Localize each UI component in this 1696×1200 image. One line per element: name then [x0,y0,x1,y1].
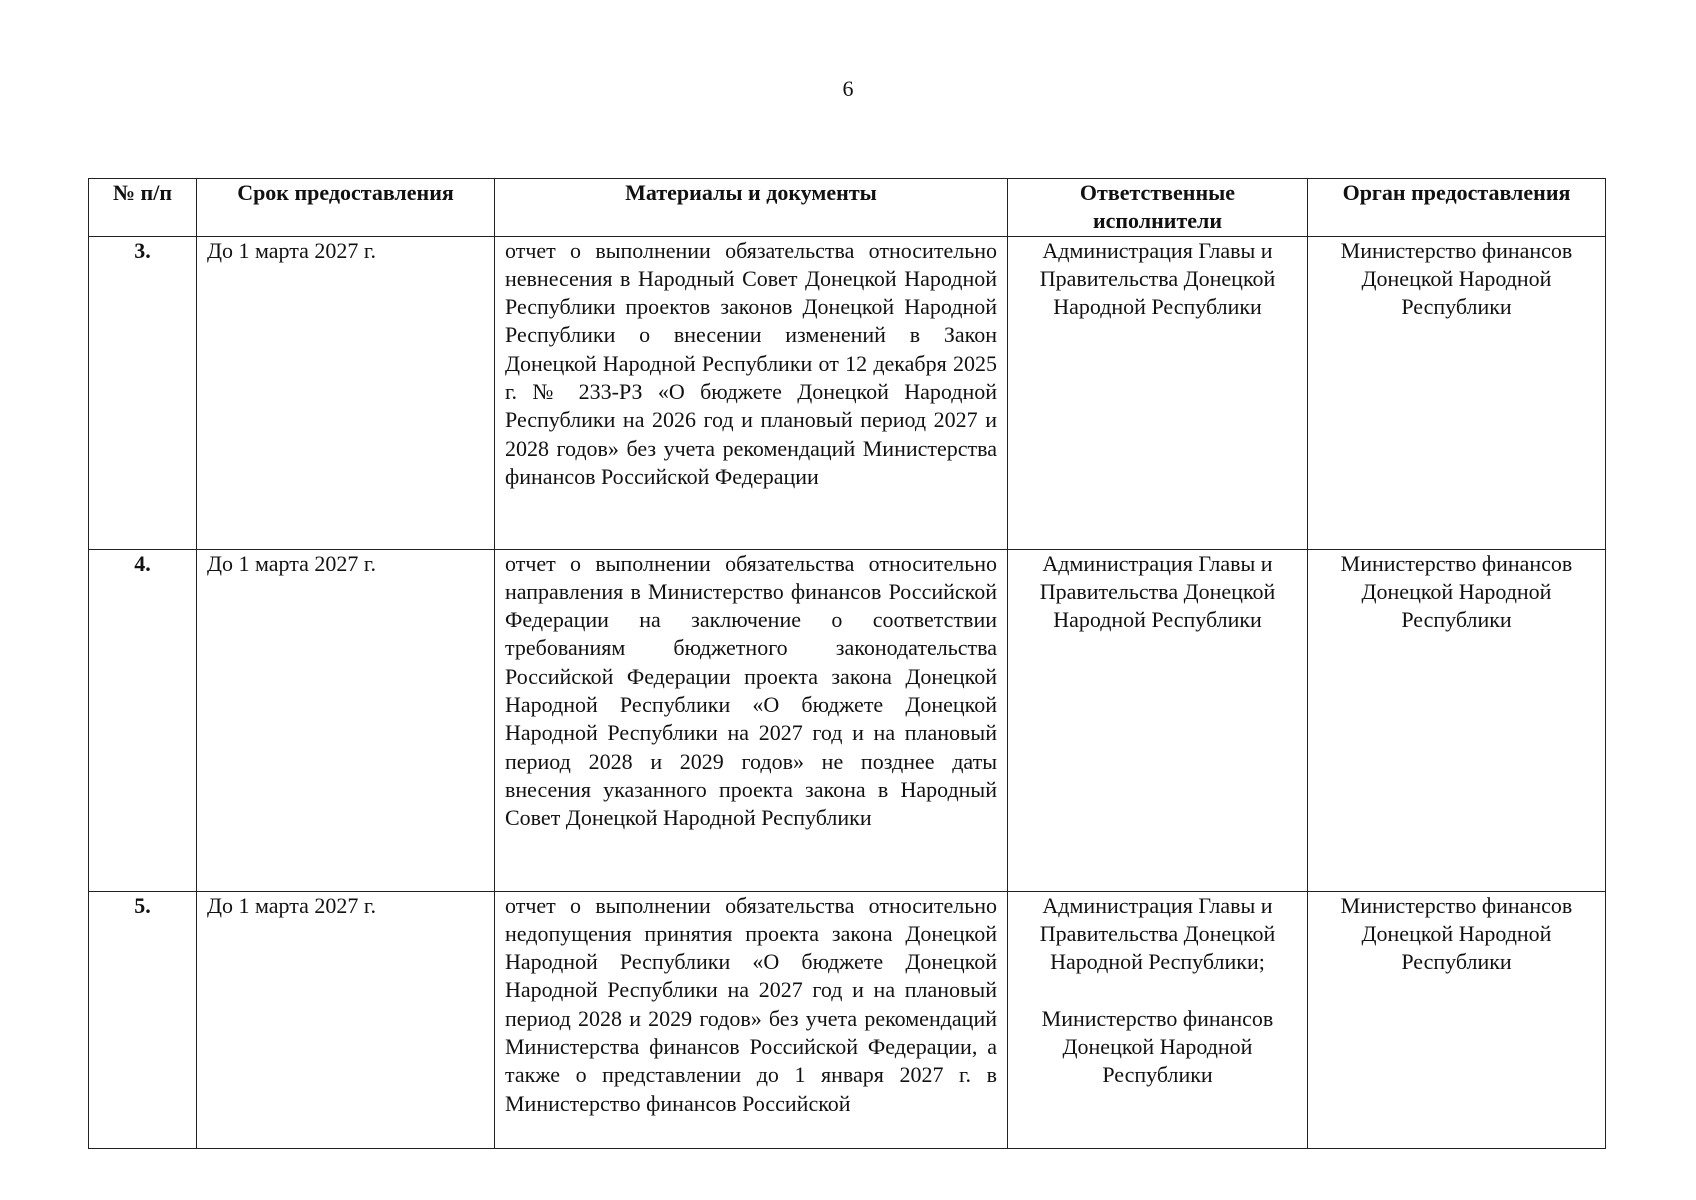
row-organ: Министерство финансов Донецкой Народной Республики [1308,236,1606,549]
header-materials: Материалы и документы [495,179,1008,237]
row-organ: Министерство финансов Донецкой Народной Республики [1308,549,1606,891]
responsible-entry: Администрация Главы и Правительства Донецкой Народной Республики [1039,550,1276,633]
responsible-entry: Администрация Главы и Правительства Донецкой Народной Республики; [1039,892,1276,975]
row-organ: Министерство финансов Донецкой Народной Республики [1308,891,1606,1148]
schedule-table [88,178,1606,1149]
row-number: 4. [89,549,197,891]
row-responsible [1008,549,1308,891]
row-responsible [1008,236,1308,549]
row-deadline: До 1 марта 2027 г. [197,236,495,549]
row-materials: отчет о выполнении обязательства относительно направления в Министерство финансов Российской Федерации на заключение о соответствии требованиям бюджетного законодательства Российской Федерации проекта закона Донецкой Народной Республики «О бюджете Донецкой Народной Республики на 2027 год и на плановый период 2028 и 2029 годов» не позднее даты внесения указанного проекта закона в Народный Совет Донецкой Народной Республики [495,549,1008,891]
responsible-entry: Администрация Главы и Правительства Донецкой Народной Республики [1039,237,1276,320]
header-organ: Орган предоставления [1308,179,1606,237]
table-row [89,236,1606,549]
row-materials: отчет о выполнении обязательства относительно невнесения в Народный Совет Донецкой Народной Республики проектов законов Донецкой Народной Республики о внесении изменений в Закон Донецкой Народной Республики от 12 декабря 2025 г. № 233-РЗ «О бюджете Донецкой Народной Республики на 2026 год и плановый период 2027 и 2028 годов» без учета рекомендаций Министерства финансов Российской Федерации [495,236,1008,549]
row-materials: отчет о выполнении обязательства относительно недопущения принятия проекта закона Донецкой Народной Республики «О бюджете Донецкой Народной Республики на 2027 год и на плановый период 2028 и 2029 годов» без учета рекомендаций Министерства финансов Российской Федерации, а также о представлении до 1 января 2027 г. в Министерство финансов Российской [495,891,1008,1148]
row-number: 3. [89,236,197,549]
row-responsible [1008,891,1308,1148]
header-date: Срок предоставления [197,179,495,237]
table-header-row [89,179,1606,237]
responsible-entry: Министерство финансов Донецкой Народной Республики [1041,1005,1274,1088]
table-row [89,891,1606,1148]
row-deadline: До 1 марта 2027 г. [197,891,495,1148]
row-deadline: До 1 марта 2027 г. [197,549,495,891]
header-num: № п/п [89,179,197,237]
header-responsible: Ответственные исполнители [1008,179,1308,237]
table-row [89,549,1606,891]
row-number: 5. [89,891,197,1148]
page-number: 6 [842,76,854,101]
